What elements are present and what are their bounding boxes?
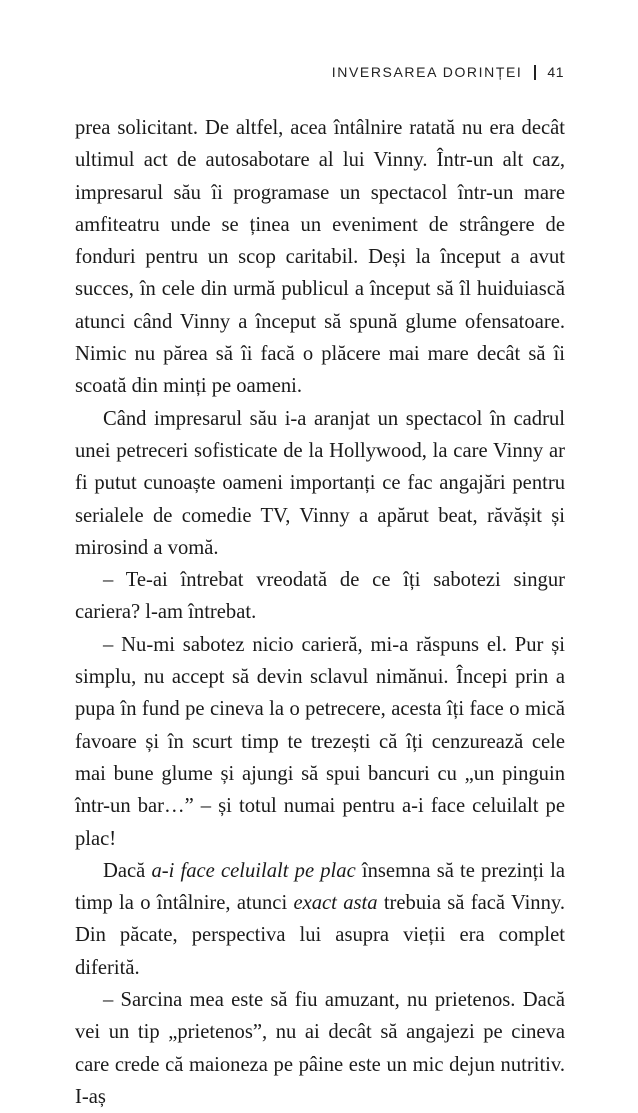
dialogue-paragraph: – Nu-mi sabotez nicio carieră, mi-a răspuns el. Pur și simplu, nu accept să devin sclavul nimănui. Începi prin a pupa în fund pe cineva la o petrecere, acesta îți face o mică favoare și în scurt timp te trezești că îți cenzurează cele mai bune glume și ajungi să spui bancuri cu „un pinguin într-un bar…” – și totul numai pentru a-i face celuilalt pe plac! (75, 633, 565, 850)
paragraph: prea solicitant. De altfel, acea întâlnire ratată nu era decât ultimul act de autosabotare al lui Vinny. Într-un alt caz, impresarul său îi programase un spectacol într-un mare amfiteatru unde se ținea un eveniment de strângere de fonduri pentru un scop caritabil. Deși la început a avut succes, în cele din urmă publicul a început să îl huiduiască atunci când Vinny a început să spună glume ofensatoare. Nimic nu părea să îi facă o plăcere mai mare decât să îi scoată din minți pe oameni. (75, 117, 565, 398)
italic-phrase: exact asta (293, 892, 378, 915)
dialogue-paragraph: – Te-ai întrebat vreodată de ce îți sabotezi singur cariera? l-am întrebat. (75, 569, 565, 624)
body-text (75, 112, 565, 1113)
text-run: însemna să te prezinți la timp la o întâlnire, atunci (75, 859, 565, 915)
dialogue-paragraph: – Sarcina mea este să fiu amuzant, nu prietenos. Dacă vei un tip „prietenos”, nu ai decât să angajezi pe cineva care crede că maioneza pe pâine este un mic dejun nutritiv. I-aș (75, 989, 565, 1108)
page-number: 41 (547, 64, 564, 80)
italic-phrase: a-i face celuilalt pe plac (151, 859, 356, 882)
paragraph (75, 855, 565, 984)
chapter-title: INVERSAREA DORINȚEI (331, 64, 523, 80)
text-run: Dacă (103, 859, 152, 882)
text-run: trebuia să facă Vinny. Din păcate, perspectiva lui asupra vieții era complet diferită. (75, 892, 565, 979)
header-separator (534, 65, 536, 80)
running-header (332, 64, 564, 80)
paragraph: Când impresarul său i-a aranjat un spectacol în cadrul unei petreceri sofisticate de la Hollywood, la care Vinny ar fi putut cunoaște oameni importanți ce fac angajări pentru serialele de comedie TV, Vinny a apărut beat, răvășit și mirosind a vomă. (75, 407, 565, 559)
